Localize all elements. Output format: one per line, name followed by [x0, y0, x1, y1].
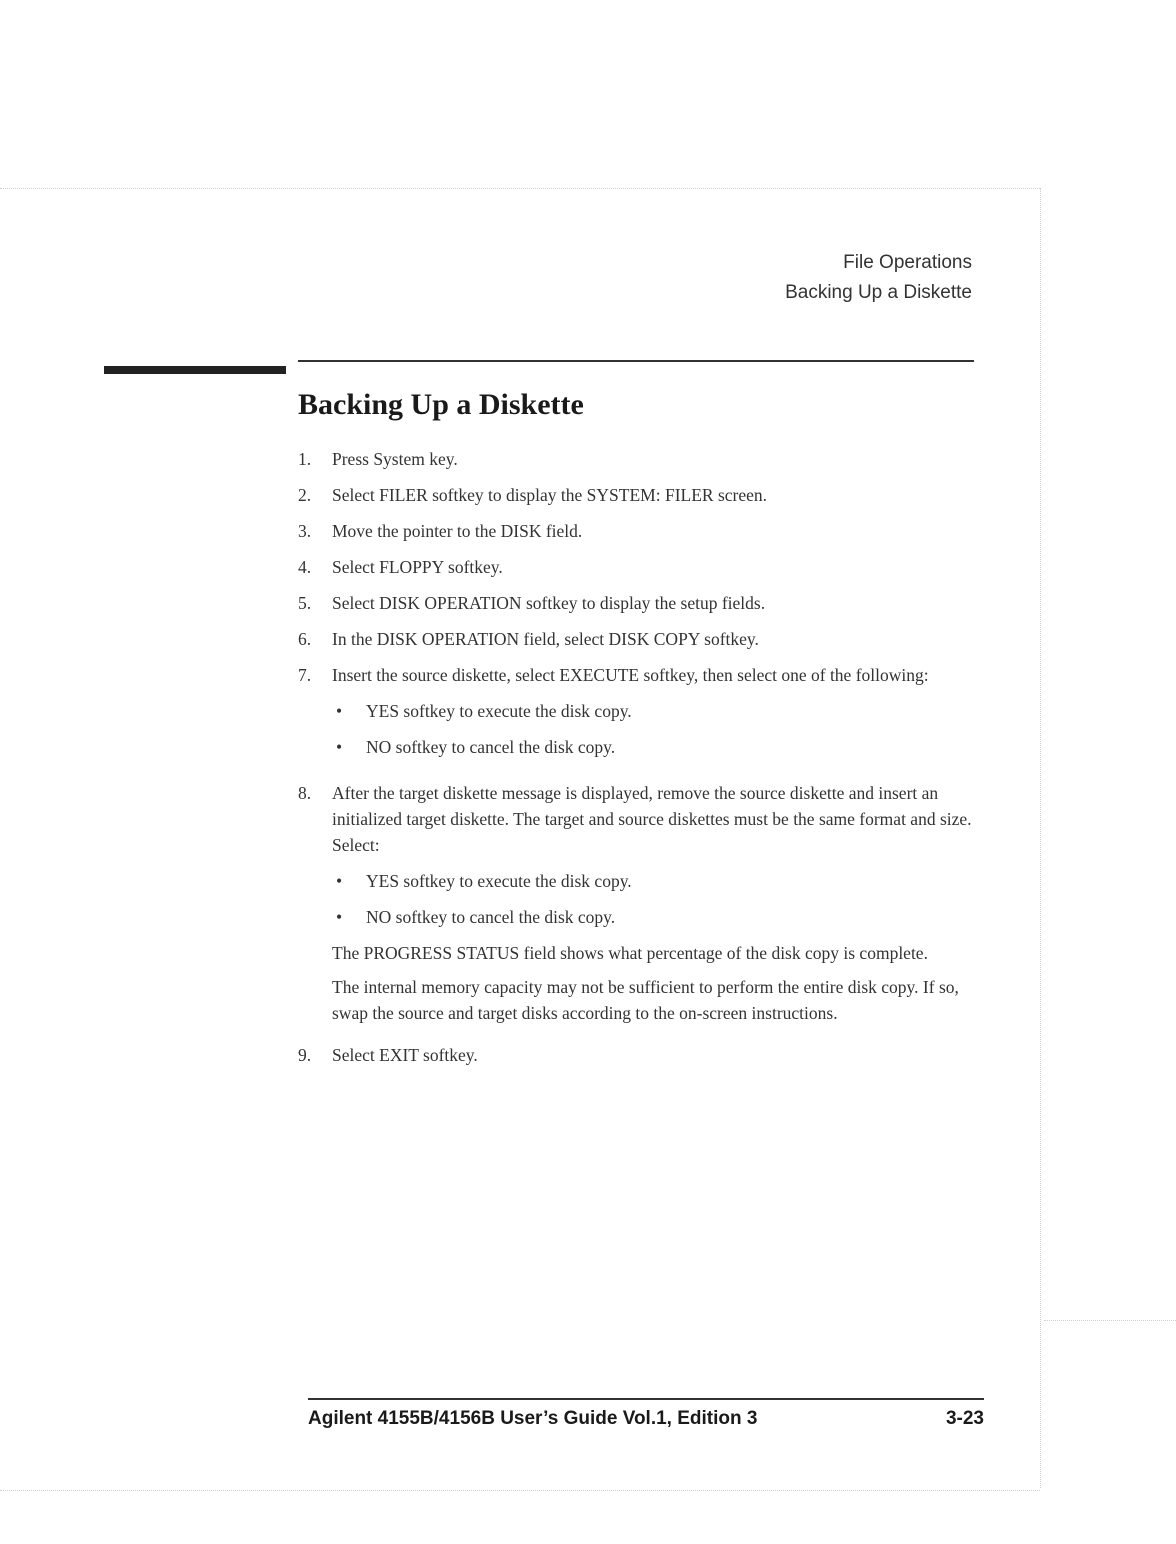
step-text: After the target diskette message is displayed, remove the source diskette and insert an initialized target diskette. The target and source diskettes must be the same format and size. Select:: [332, 783, 972, 855]
step-6: [298, 626, 978, 652]
procedure-steps: [298, 446, 978, 1078]
footer-guide-title: Agilent 4155B/4156B User’s Guide Vol.1, Edition 3: [308, 1408, 758, 1429]
running-header: [785, 248, 972, 308]
step-text: Select FLOPPY softkey.: [332, 557, 503, 577]
step-number: 9.: [298, 1045, 312, 1065]
step-4: [298, 554, 978, 580]
bullet-text: YES softkey to execute the disk copy.: [366, 701, 632, 721]
bullet-list: [332, 868, 978, 930]
step-note: The internal memory capacity may not be sufficient to perform the entire disk copy. If so, swap the source and target disks according to the on-screen instructions.: [332, 977, 959, 1023]
step-note: The PROGRESS STATUS field shows what percentage of the disk copy is complete.: [332, 943, 928, 963]
step-text: Press System key.: [332, 449, 458, 469]
bullet-text: YES softkey to execute the disk copy.: [366, 871, 632, 891]
page-edge-right: [1040, 188, 1041, 1488]
footer-rule: [308, 1398, 984, 1400]
bullet-icon: •: [336, 701, 343, 721]
step-number: 2.: [298, 485, 312, 505]
step-3: [298, 518, 978, 544]
step-1: [298, 446, 978, 472]
step-text: Move the pointer to the DISK field.: [332, 521, 583, 541]
bullet-icon: •: [336, 907, 343, 927]
step-number: 6.: [298, 629, 312, 649]
bullet-item: [332, 698, 978, 724]
bullet-item: [332, 904, 978, 930]
bullet-item: [332, 868, 978, 894]
header-chapter: File Operations: [843, 252, 972, 273]
step-7: [298, 662, 978, 770]
step-number: 4.: [298, 557, 312, 577]
page-number: 3-23: [945, 1408, 984, 1429]
step-number: 1.: [298, 449, 312, 469]
page-footer: [308, 1408, 984, 1430]
bullet-item: [332, 734, 978, 760]
page-edge-scan: [1044, 1320, 1176, 1321]
step-number: 8.: [298, 783, 312, 803]
step-number: 5.: [298, 593, 312, 613]
step-number: 3.: [298, 521, 312, 541]
bullet-icon: •: [336, 737, 343, 757]
page-title: Backing Up a Diskette: [298, 388, 584, 421]
step-text: Insert the source diskette, select EXECUTE softkey, then select one of the following:: [332, 665, 929, 685]
step-9: [298, 1042, 978, 1068]
page-edge-top: [0, 188, 1040, 189]
section-marker-bar: [104, 366, 286, 374]
header-section: Backing Up a Diskette: [785, 282, 972, 303]
bullet-text: NO softkey to cancel the disk copy.: [366, 907, 616, 927]
bullet-icon: •: [336, 871, 343, 891]
step-8: [298, 780, 978, 1032]
page-edge-bottom: [0, 1490, 1040, 1491]
step-2: [298, 482, 978, 508]
step-text: Select DISK OPERATION softkey to display the setup fields.: [332, 593, 766, 613]
step-text: In the DISK OPERATION field, select DISK COPY softkey.: [332, 629, 759, 649]
step-text: Select FILER softkey to display the SYSTEM: FILER screen.: [332, 485, 768, 505]
bullet-list: [332, 698, 978, 760]
bullet-text: NO softkey to cancel the disk copy.: [366, 737, 616, 757]
step-number: 7.: [298, 665, 312, 685]
title-rule: [298, 360, 974, 362]
step-text: Select EXIT softkey.: [332, 1045, 478, 1065]
step-5: [298, 590, 978, 616]
